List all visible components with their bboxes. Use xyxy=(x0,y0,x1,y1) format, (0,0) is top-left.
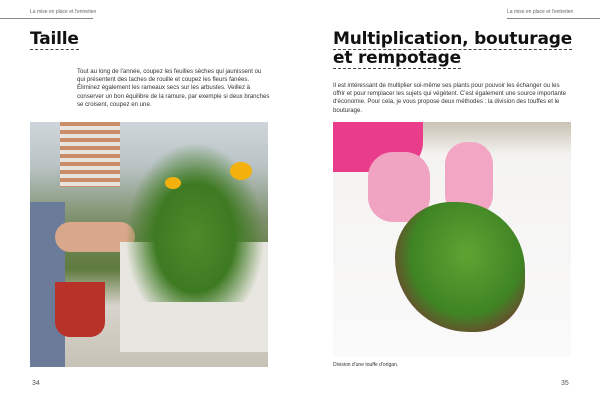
yellow-flower xyxy=(230,162,252,180)
left-page-title xyxy=(30,30,79,49)
building xyxy=(60,122,120,187)
right-page-title xyxy=(333,30,572,68)
left-header-rule xyxy=(0,18,93,19)
right-body-text: Il est intéressant de multiplier soi-même ses plants pour pouvoir les échanger ou les offrir et pour remplacer les sujets qui végètent. C'est également une source importante d'économie. Pour cela, je vous propose deux méthodes : la division des touffes et le bouturage. xyxy=(333,82,567,114)
title-line-2: et rempotage xyxy=(333,48,461,68)
title-line-1: Multiplication, bouturage xyxy=(333,29,573,49)
left-page-number: 34 xyxy=(32,380,40,387)
left-running-header: La mise en place et l'entretien xyxy=(30,9,97,15)
red-pot xyxy=(55,282,105,337)
pruning-photo xyxy=(30,122,268,367)
right-page-number: 35 xyxy=(561,380,569,387)
left-body-text: Tout au long de l'année, coupez les feuilles sèches qui jaunissent ou qui présentent des taches de rouille et coupez les fleurs fanées. Éliminez également les rameaux secs sur les arbustes. Veillez à conserver un bon équilibre de la ramure, par exemple si deux branches se croisent, coupez en une. xyxy=(77,68,270,108)
title-text: Taille xyxy=(30,29,79,49)
division-photo xyxy=(333,122,571,357)
oregano-clump xyxy=(395,202,525,332)
right-header-rule xyxy=(507,18,600,19)
yellow-flower xyxy=(165,177,181,189)
photo-caption: Division d'une touffe d'origan. xyxy=(333,362,399,368)
right-running-header: La mise en place et l'entretien xyxy=(507,9,574,15)
